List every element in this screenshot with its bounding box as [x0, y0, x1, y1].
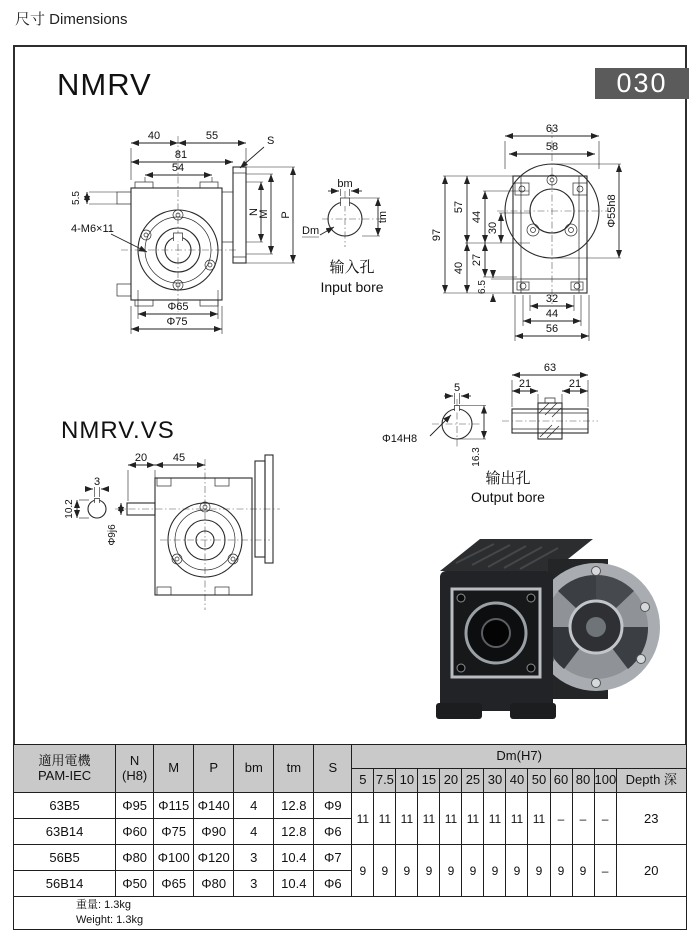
- dim-label-m: M: [258, 209, 270, 219]
- table-cell: 9: [528, 845, 550, 897]
- dim-label-20: 20: [134, 452, 148, 464]
- table-cell: 63B14: [14, 819, 116, 845]
- dim-label-58: 58: [545, 141, 559, 153]
- table-cell: Φ7: [314, 845, 352, 871]
- dim-label-81: 81: [174, 149, 188, 161]
- dimensions-panel: [13, 45, 687, 928]
- table-cell: 10.4: [274, 871, 314, 897]
- dim-label-21b: 21: [568, 378, 582, 390]
- input-bore-drawing: [300, 177, 440, 307]
- input-bore-caption-zh: 输入孔: [329, 259, 375, 276]
- model-title-nmrv-vs: NMRV.VS: [61, 417, 175, 444]
- table-cell: –: [550, 793, 572, 845]
- dim-label-54: 54: [171, 162, 185, 174]
- table-cell: Φ80: [116, 845, 154, 871]
- col-header-s: S: [314, 745, 352, 793]
- dim-label-bm: bm: [337, 178, 353, 190]
- input-bore-caption-en: Input bore: [320, 279, 384, 295]
- table-cell: 11: [506, 793, 528, 845]
- dim-label-p: P: [280, 211, 292, 219]
- table-cell: 10.4: [274, 845, 314, 871]
- table-cell: 9: [352, 845, 374, 897]
- table-cell: Φ90: [194, 819, 234, 845]
- table-cell: Φ140: [194, 793, 234, 819]
- table-cell: 4: [234, 819, 274, 845]
- col-header-tm: tm: [274, 745, 314, 793]
- table-cell: Φ80: [194, 871, 234, 897]
- table-cell: 4: [234, 793, 274, 819]
- col-header-motor: 適用電機 PAM-IEC: [14, 745, 116, 793]
- col-header-m: M: [154, 745, 194, 793]
- dim-label-16-3: 16.3: [471, 447, 482, 467]
- col-header-dm-group: Dm(H7): [352, 745, 687, 769]
- gearbox-photo: [428, 519, 663, 724]
- col-header-dm-size: 20: [440, 769, 462, 793]
- table-cell: 56B5: [14, 845, 116, 871]
- dim-label-27: 27: [471, 253, 483, 267]
- col-header-n: N (H8): [116, 745, 154, 793]
- table-cell: 20: [616, 845, 686, 897]
- table-row: [14, 793, 687, 819]
- table-cell: 11: [462, 793, 484, 845]
- table-cell: 9: [418, 845, 440, 897]
- col-header-dm-size: 10: [396, 769, 418, 793]
- table-cell: 9: [506, 845, 528, 897]
- table-cell: 9: [572, 845, 594, 897]
- table-cell: Φ75: [154, 819, 194, 845]
- dim-label-s: S: [267, 135, 275, 147]
- dim-label-phi65: Φ65: [167, 301, 189, 313]
- dim-label-97: 97: [431, 228, 443, 242]
- table-cell: 11: [352, 793, 374, 845]
- dim-label-44: 44: [471, 210, 483, 224]
- dim-label-tm: tm: [377, 210, 389, 224]
- table-cell: 9: [396, 845, 418, 897]
- col-header-dm-size: 5: [352, 769, 374, 793]
- col-header-dm-size: 25: [462, 769, 484, 793]
- table-cell: Φ9: [314, 793, 352, 819]
- model-title-nmrv: NMRV: [57, 67, 152, 102]
- side-view-drawing: [431, 119, 690, 359]
- weight-note: [14, 897, 687, 930]
- dim-label-63: 63: [545, 123, 559, 135]
- dim-label-3: 3: [93, 476, 101, 488]
- table-cell: 9: [484, 845, 506, 897]
- table-cell: 56B14: [14, 871, 116, 897]
- table-cell: –: [594, 845, 616, 897]
- col-header-dm-size: 40: [506, 769, 528, 793]
- dim-label-phi14h8: Φ14H8: [382, 433, 418, 445]
- weight-note-en: Weight: 1.3kg: [76, 914, 144, 926]
- dim-label-63b: 63: [543, 362, 557, 374]
- dim-label-56: 56: [545, 323, 559, 335]
- dim-label-dm: Dm: [302, 225, 320, 237]
- dim-label-32: 32: [545, 293, 559, 305]
- dim-label-45: 45: [172, 452, 186, 464]
- table-cell: Φ95: [116, 793, 154, 819]
- dim-label-30: 30: [487, 221, 499, 235]
- dim-label-5-5: 5.5: [71, 191, 82, 205]
- col-header-dm-size: 80: [572, 769, 594, 793]
- col-header-dm-size: 100: [594, 769, 616, 793]
- table-cell: Φ6: [314, 819, 352, 845]
- table-cell: 63B5: [14, 793, 116, 819]
- front-view-drawing: [65, 122, 340, 362]
- table-cell: 9: [374, 845, 396, 897]
- dim-label-57: 57: [453, 200, 465, 214]
- dim-label-5: 5: [453, 382, 461, 394]
- table-cell: 9: [550, 845, 572, 897]
- weight-note-row: [14, 897, 687, 930]
- table-cell: Φ65: [154, 871, 194, 897]
- dimensions-table: [13, 744, 687, 930]
- table-cell: 11: [528, 793, 550, 845]
- col-header-bm: bm: [234, 745, 274, 793]
- dim-label-44b: 44: [545, 308, 559, 320]
- vs-view-drawing: [65, 445, 345, 625]
- table-cell: Φ115: [154, 793, 194, 819]
- table-cell: Φ50: [116, 871, 154, 897]
- table-cell: 11: [484, 793, 506, 845]
- table-cell: –: [594, 793, 616, 845]
- weight-note-zh: 重量: 1.3kg: [76, 899, 132, 912]
- table-cell: 3: [234, 871, 274, 897]
- col-header-dm-size: 50: [528, 769, 550, 793]
- table-cell: 11: [418, 793, 440, 845]
- col-header-dm-size: 7.5: [374, 769, 396, 793]
- table-cell: 3: [234, 845, 274, 871]
- col-header-dm-size: 30: [484, 769, 506, 793]
- dim-label-bolts: 4-M6×11: [71, 223, 114, 235]
- table-row: [14, 845, 687, 871]
- dim-label-n: N: [248, 208, 260, 216]
- page-title: 尺寸 Dimensions: [15, 11, 128, 28]
- dim-label-40: 40: [147, 130, 161, 142]
- table-cell: 12.8: [274, 819, 314, 845]
- col-header-depth: Depth 深: [616, 769, 686, 793]
- dim-label-phi9j6: Φ9j6: [107, 524, 118, 546]
- col-header-p: P: [194, 745, 234, 793]
- table-cell: 9: [440, 845, 462, 897]
- size-badge: 030: [595, 68, 689, 99]
- dim-label-phi75: Φ75: [166, 316, 188, 328]
- table-cell: Φ60: [116, 819, 154, 845]
- table-cell: Φ6: [314, 871, 352, 897]
- table-cell: Φ100: [154, 845, 194, 871]
- output-bore-caption-zh: 输出孔: [485, 470, 531, 487]
- col-header-dm-size: 15: [418, 769, 440, 793]
- table-cell: 11: [374, 793, 396, 845]
- table-cell: 11: [440, 793, 462, 845]
- dim-label-55: 55: [205, 130, 219, 142]
- table-cell: 9: [462, 845, 484, 897]
- col-header-dm-size: 60: [550, 769, 572, 793]
- table-cell: 12.8: [274, 793, 314, 819]
- output-bore-caption-en: Output bore: [471, 489, 545, 505]
- table-cell: 23: [616, 793, 686, 845]
- dim-label-21a: 21: [518, 378, 532, 390]
- output-bore-drawing: [380, 363, 670, 513]
- table-cell: –: [572, 793, 594, 845]
- dim-label-40: 40: [453, 261, 465, 275]
- table-cell: Φ120: [194, 845, 234, 871]
- dim-label-10-2: 10.2: [64, 499, 75, 519]
- dim-label-6-5: 6.5: [477, 280, 488, 294]
- dim-label-phi55h8: Φ55h8: [606, 194, 618, 228]
- table-cell: 11: [396, 793, 418, 845]
